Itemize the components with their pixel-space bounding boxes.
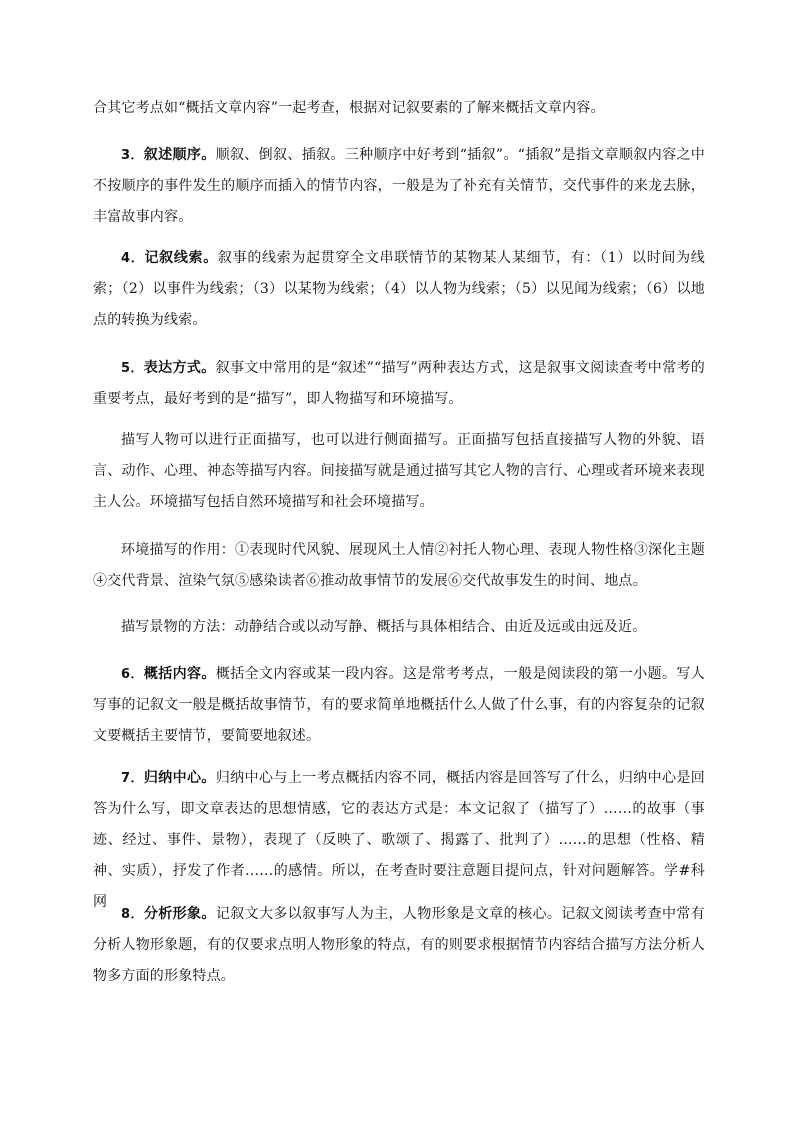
paragraph-text: 描写景物的方法：动静结合或以动写静、概括与具体相结合、由近及远或由远及近。 [121, 619, 647, 635]
section-heading: 归纳中心。 [143, 770, 216, 786]
section-heading: 记叙线索。 [144, 250, 218, 266]
paragraph-character-description [93, 425, 705, 518]
section-heading: 分析形象。 [143, 906, 216, 922]
paragraph-text: 记叙文大多以叙事写人为主，人物形象是文章的核心。记叙文阅读考查中常有分析人物形象题，有的仅要求点明人物形象的特点，有的则要求根据情节内容结合描写方法分析人物多方面的形象特点。 [93, 906, 705, 984]
paragraph-text: 顺叙、倒叙、插叙。三种顺序中好考到“插叙”。“插叙”是指文章顺叙内容之中不按顺序的事件发生的顺序而插入的情节内容，一般是为了补充有关情节，交代事件的来龙去脉，丰富故事内容。 [93, 147, 706, 225]
paragraph-central-idea [93, 763, 705, 918]
section-heading: 叙述顺序。 [143, 147, 216, 163]
section-number: 5． [121, 361, 144, 376]
section-number: 7． [121, 771, 144, 786]
section-number: 3． [121, 148, 144, 163]
section-number: 4． [121, 251, 145, 266]
paragraph-narrative-order [93, 140, 705, 233]
paragraph-environment-function [93, 535, 705, 597]
paragraph-summarize-content [93, 659, 705, 752]
paragraph-text: 描写人物可以进行正面描写，也可以进行侧面描写。正面描写包括直接描写人物的外貌、语言、动作、心理、神态等描写内容。间接描写就是通过描写其它人物的言行、心理或者环境来表现主人公。环境描写包括自然环境描写和社会环境描写。 [93, 432, 705, 510]
paragraph-scenery-method [93, 612, 705, 643]
paragraph-text: 概括全文内容或某一段内容。这是常考考点，一般是阅读段的第一小题。写人写事的记叙文一般是概括故事情节，有的要求简单地概括什么人做了什么事，有的内容复杂的记叙文要概括主要情节，要简要地叙述。 [93, 666, 705, 744]
paragraph-text: 合其它考点如“概括文章内容”一起考查，根据对记叙要素的了解来概括文章内容。 [93, 100, 605, 116]
section-number: 6． [121, 667, 144, 682]
paragraph-text: 归纳中心与上一考点概括内容不同，概括内容是回答写了什么，归纳中心是回答为什么写，即文章表达的思想情感，它的表达方式是：本文记叙了（描写了）……的故事（事迹、经过、事件、景物），表现了（反映了、歌颂了、揭露了、批判了）……的思想（性格、精神、实质），抒发了作者……的感情。所以，在考查时要注意题目提问点，针对问题解答。学#科网 [93, 770, 705, 910]
section-heading: 概括内容。 [143, 666, 216, 682]
paragraph-character-image [93, 899, 705, 992]
section-number: 8． [121, 907, 144, 922]
paragraph-text: 环境描写的作用：①表现时代风貌、展现风土人情②衬托人物心理、表现人物性格③深化主题④交代背景、渲染气氛⑤感染读者⑥推动故事情节的发展⑥交代故事发生的时间、地点。 [93, 542, 705, 589]
paragraph-continuation [93, 93, 705, 124]
paragraph-text: 叙事的线索为起贯穿全文串联情节的某物某人某细节，有：（1）以时间为线索；（2）以事件为线索；（3）以某物为线索；（4）以人物为线索；（5）以见闻为线索；（6）以地点的转换为线索。 [93, 250, 705, 328]
paragraph-expression-mode [93, 353, 705, 415]
paragraph-text: 叙事文中常用的是“叙述”“描写”两种表达方式，这是叙事文阅读查考中常考的重要考点，最好考到的是“描写”，即人物描写和环境描写。 [93, 360, 706, 407]
paragraph-narrative-clue [93, 243, 705, 336]
section-heading: 表达方式。 [143, 360, 216, 376]
